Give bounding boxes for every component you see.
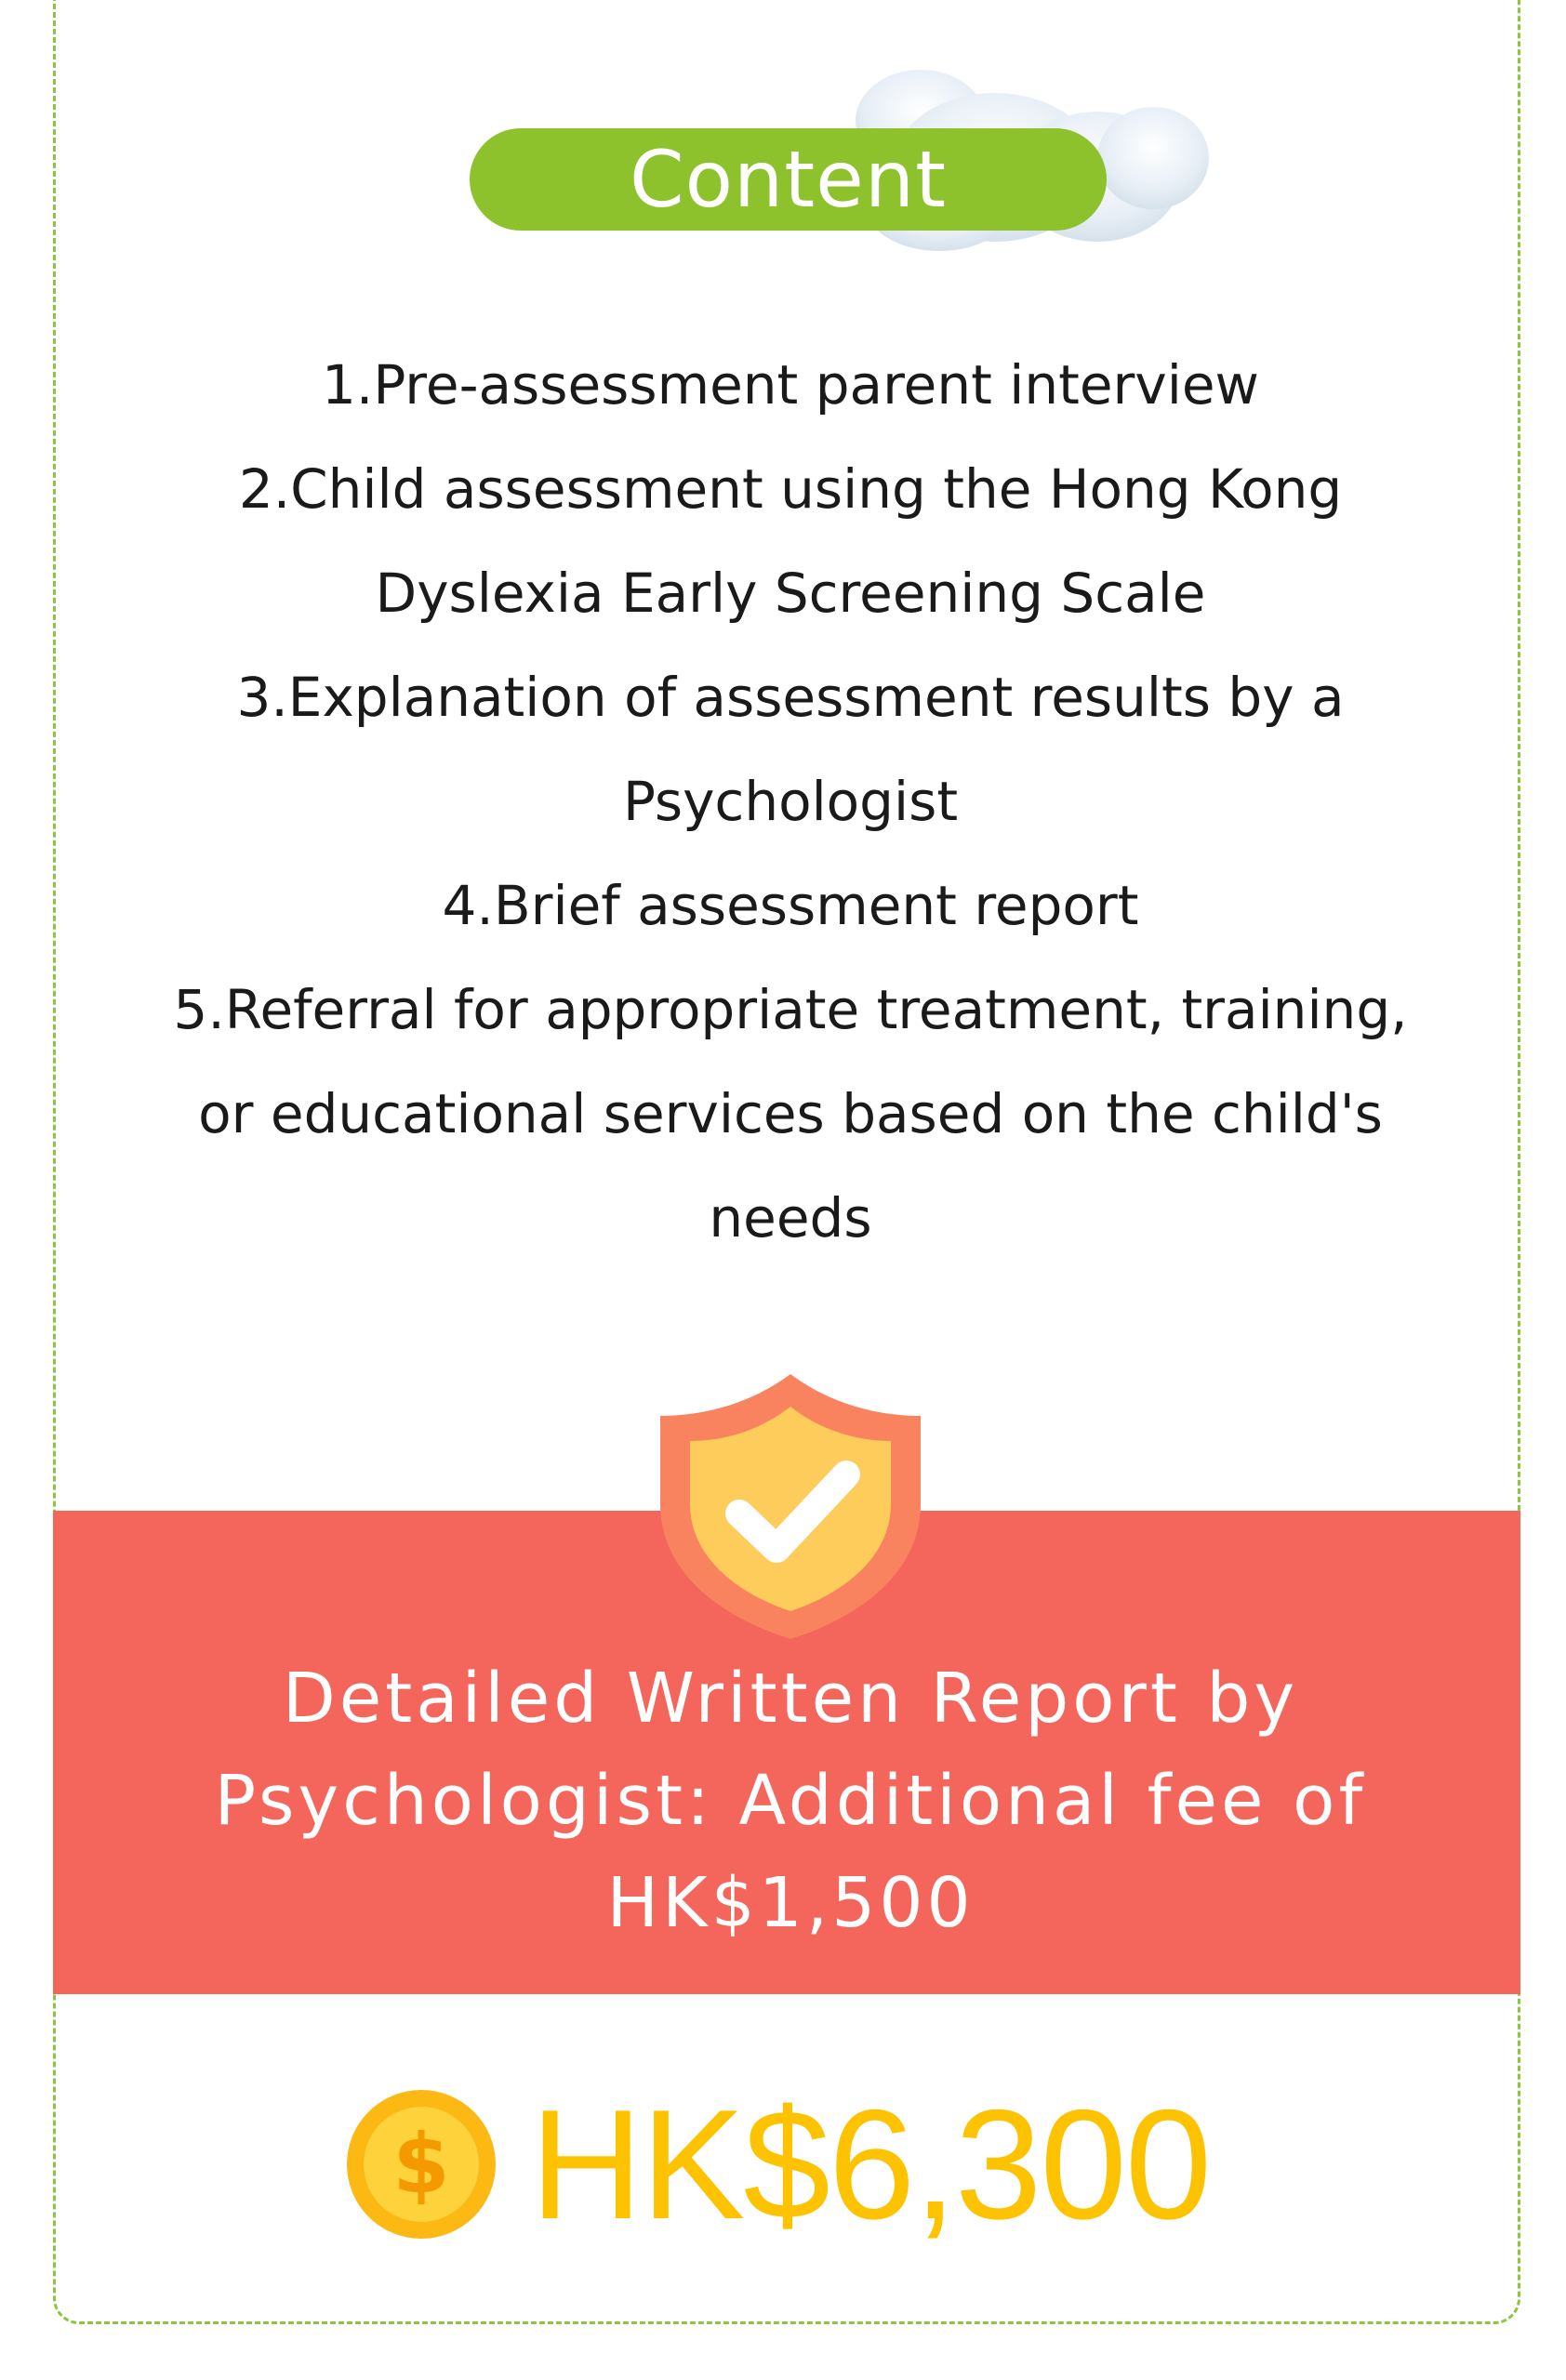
content-title: Content (629, 134, 948, 225)
report-fee-line: Detailed Written Report by (282, 1659, 1299, 1739)
list-item: 1.Pre-assessment parent interview (322, 353, 1259, 416)
list-item: 4.Brief assessment report (442, 874, 1139, 937)
list-item: 5.Referral for appropriate treatment, training, or educational services based on the child's needs (173, 978, 1408, 1250)
svg-text:$: $ (392, 2116, 450, 2212)
report-fee-text (149, 1647, 1432, 1954)
price-amount: HK$6,300 (530, 2077, 1211, 2252)
list-item: 3.Explanation of assessment results by a Psychologist (236, 666, 1345, 833)
price-row (344, 2077, 1211, 2252)
report-fee-line: Psychologist: Additional fee of (214, 1761, 1367, 1841)
content-title-pill (470, 128, 1107, 231)
dollar-coin-icon (344, 2087, 498, 2241)
content-list (149, 333, 1432, 1270)
report-fee-amount: HK$1,500 (606, 1863, 975, 1943)
list-item: 2.Child assessment using the Hong Kong Dyslexia Early Screening Scale (238, 457, 1343, 625)
shield-check-icon (651, 1365, 930, 1644)
